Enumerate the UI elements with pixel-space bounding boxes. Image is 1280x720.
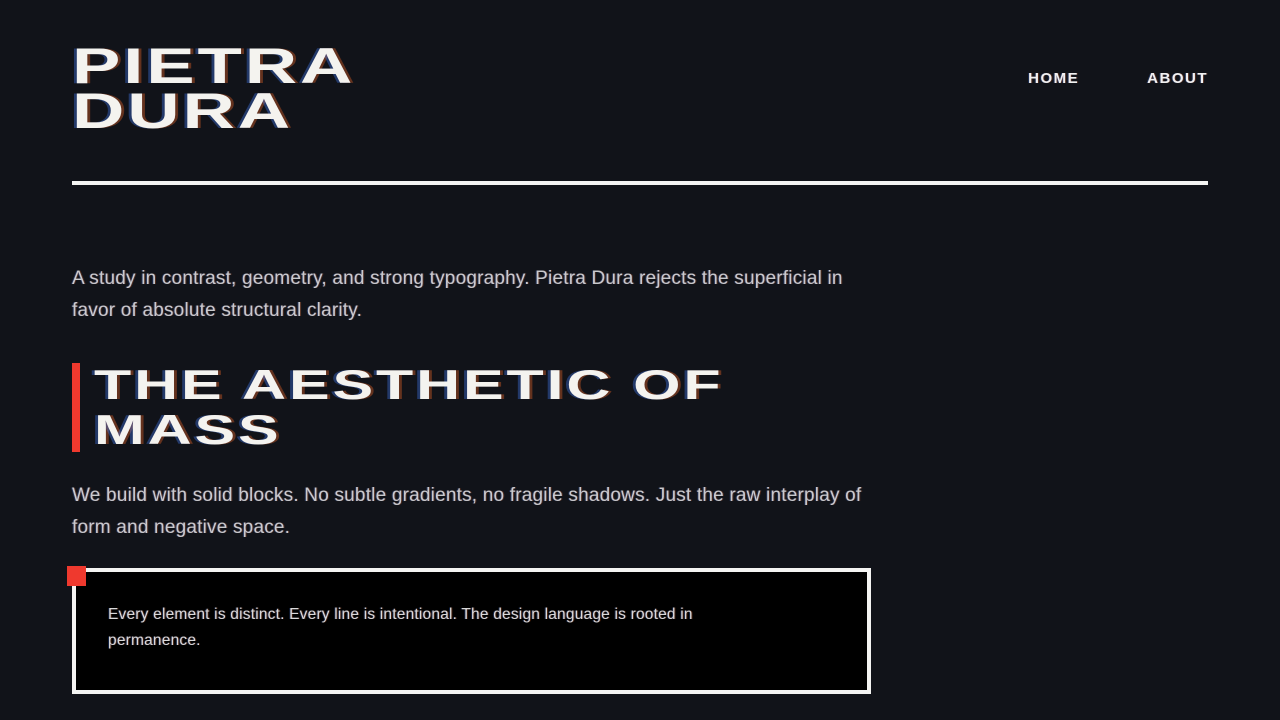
main-content [72, 263, 1208, 694]
intro-paragraph: A study in contrast, geometry, and strong typography. Pietra Dura rejects the superficial in favor of absolute structural clarity. [72, 268, 843, 321]
quote-panel [72, 568, 871, 694]
nav-link-home[interactable]: HOME [1028, 70, 1080, 87]
header-divider [72, 181, 1208, 185]
site-logo[interactable]: PIETRA DURA [72, 38, 353, 139]
section-heading-row [72, 363, 1208, 452]
accent-bar [72, 363, 80, 452]
nav-link-about[interactable]: ABOUT [1147, 70, 1208, 87]
red-square-marker [67, 566, 86, 586]
quote-text: Every element is distinct. Every line is intentional. The design language is rooted in permanence. [108, 606, 693, 650]
main-nav [1028, 70, 1208, 87]
site-header [72, 0, 1208, 139]
section-paragraph: We build with solid blocks. No subtle gradients, no fragile shadows. Just the raw interplay of form and negative space. [72, 485, 862, 539]
section-title: THE AESTHETIC OF MASS [94, 361, 724, 453]
